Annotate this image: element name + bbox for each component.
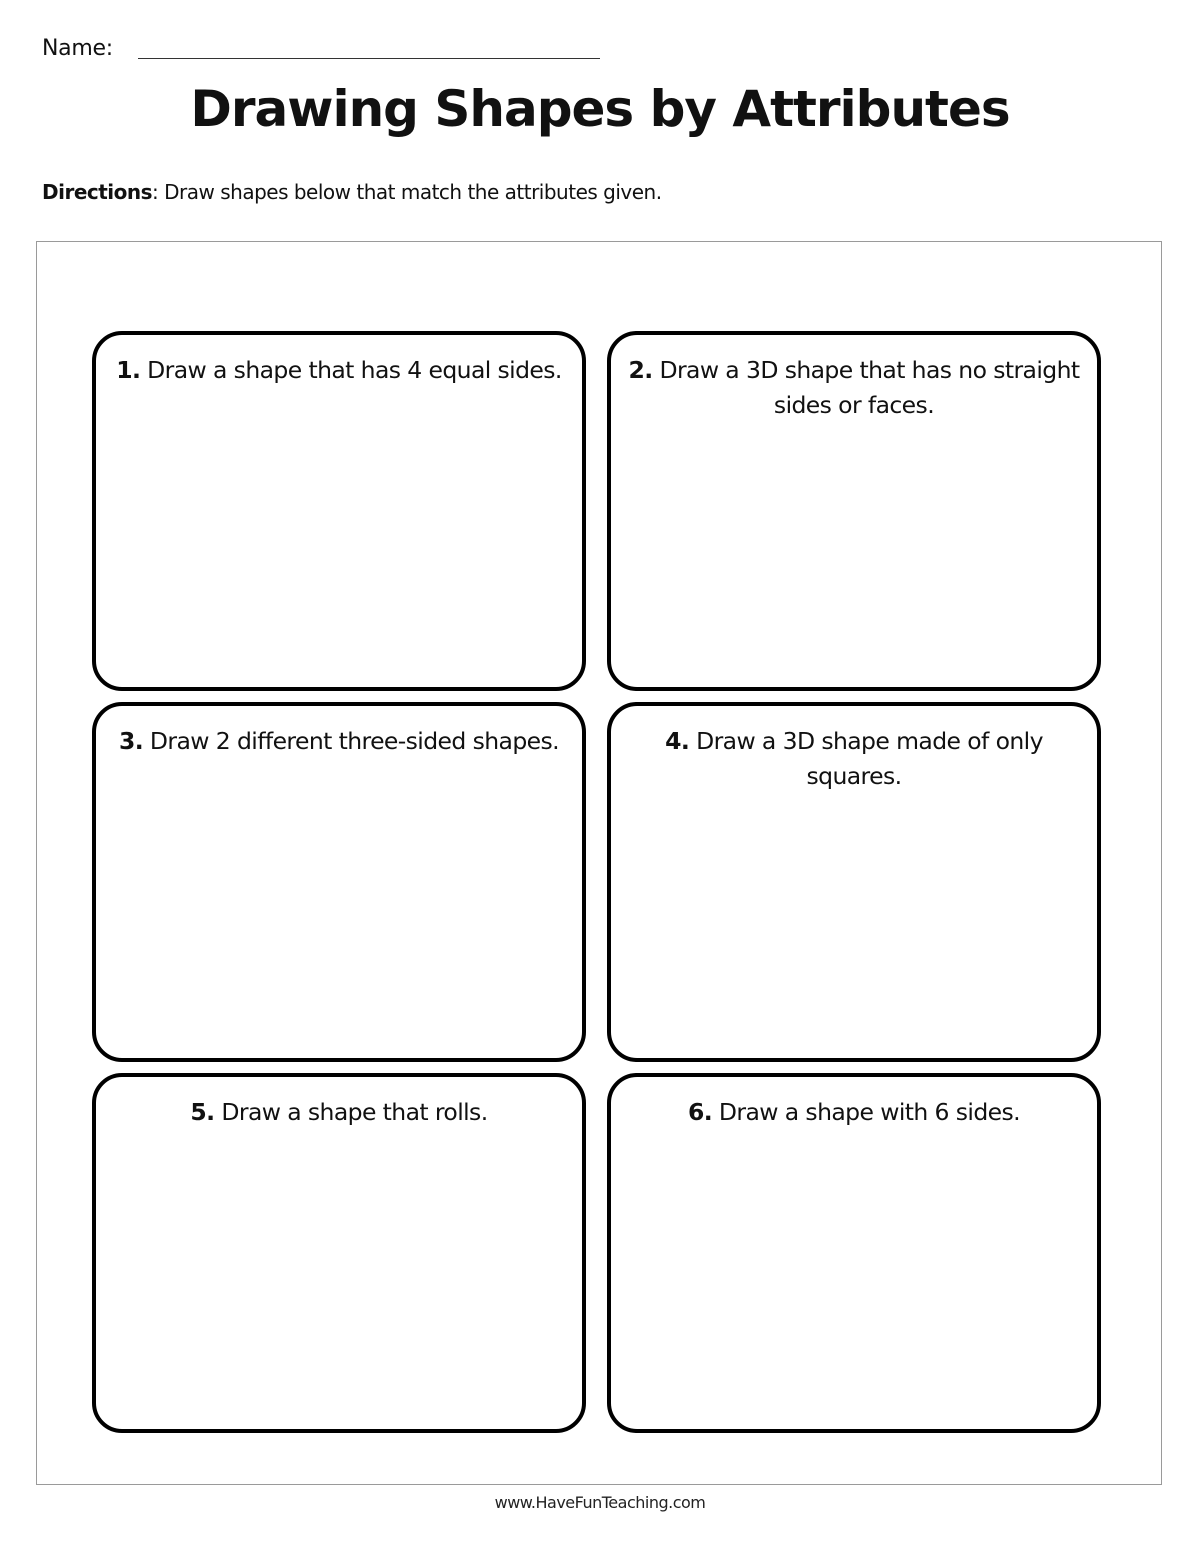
- prompt-text-1: [108, 353, 570, 388]
- prompt-text-6: [623, 1095, 1085, 1130]
- footer-url: www.HaveFunTeaching.com: [494, 1493, 706, 1512]
- prompt-number-3: 3.: [118, 727, 144, 755]
- prompt-instruction-1: Draw a shape that has 4 equal sides.: [140, 356, 562, 384]
- directions-text: : Draw shapes below that match the attributes given.: [152, 180, 662, 204]
- prompt-number-6: 6.: [687, 1098, 713, 1126]
- prompt-number-1: 1.: [116, 356, 141, 384]
- prompt-box-1[interactable]: [92, 331, 586, 691]
- prompt-text-5: [108, 1095, 570, 1130]
- prompt-instruction-4: Draw a 3D shape made of only squares.: [689, 727, 1043, 790]
- prompt-text-4: [623, 724, 1085, 794]
- name-label: Name:: [42, 36, 113, 61]
- prompt-box-4[interactable]: [607, 702, 1101, 1062]
- prompt-number-4: 4.: [665, 727, 690, 755]
- prompt-box-2[interactable]: [607, 331, 1101, 691]
- prompt-instruction-2: Draw a 3D shape that has no straight sides or faces.: [652, 356, 1080, 419]
- prompt-text-3: [108, 724, 570, 759]
- name-input-line[interactable]: [138, 58, 600, 59]
- prompt-instruction-3: Draw 2 different three-sided shapes.: [143, 727, 560, 755]
- prompt-instruction-6: Draw a shape with 6 sides.: [712, 1098, 1021, 1126]
- prompt-number-2: 2.: [628, 356, 653, 384]
- name-row: [42, 36, 602, 66]
- directions: [42, 180, 662, 204]
- prompt-instruction-5: Draw a shape that rolls.: [214, 1098, 488, 1126]
- prompt-box-5[interactable]: [92, 1073, 586, 1433]
- prompt-box-3[interactable]: [92, 702, 586, 1062]
- prompt-text-2: [623, 353, 1085, 423]
- prompt-box-6[interactable]: [607, 1073, 1101, 1433]
- prompt-number-5: 5.: [190, 1098, 215, 1126]
- worksheet-title: Drawing Shapes by Attributes: [190, 80, 1010, 138]
- directions-label: Directions: [42, 180, 153, 204]
